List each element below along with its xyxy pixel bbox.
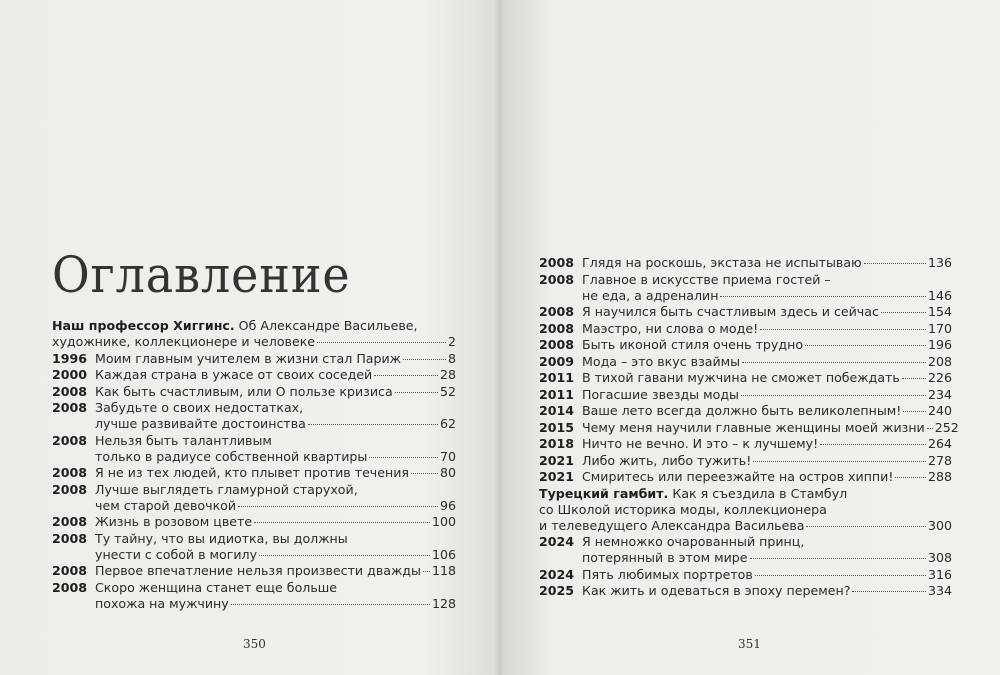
toc-entry-page: 70 — [439, 448, 456, 464]
dot-leader — [927, 428, 933, 429]
toc-entry-title — [582, 567, 952, 583]
toc-entry — [52, 318, 456, 350]
toc-entry-line-words: Скоро женщина станет еще больше — [95, 579, 338, 595]
dot-leader — [902, 378, 926, 379]
toc-entry-line-text — [95, 433, 272, 448]
dot-leader — [238, 506, 438, 507]
toc-entry-line-text — [95, 449, 367, 465]
dot-leader — [750, 558, 926, 559]
dot-leader — [903, 411, 926, 412]
toc-entry-line-text — [95, 351, 401, 367]
toc-entry-line-words: Глядя на роскошь, экстаза не испытываю — [582, 255, 862, 270]
toc-entry-line — [95, 433, 456, 449]
toc-entry-title — [95, 563, 456, 579]
toc-entry-page: 334 — [927, 583, 952, 598]
toc-entry-page: 240 — [927, 403, 952, 418]
toc-entry-title — [95, 465, 456, 481]
toc-entry-year: 2008 — [52, 481, 88, 497]
dot-leader — [806, 526, 925, 527]
toc-entry-title — [582, 436, 952, 452]
toc-entry-line-words: В тихой гавани мужчина не сможет побеждать — [582, 370, 900, 385]
toc-entry — [539, 419, 959, 436]
toc-entry-line-words: Первое впечатление нельзя произвести дважды — [95, 563, 421, 578]
toc-entry-line — [539, 486, 952, 502]
toc-entry-bold-lead: Наш профессор Хиггинс. — [52, 318, 235, 333]
toc-entry-line-words: Ваше лето всегда должно быть великолепным! — [582, 403, 902, 418]
toc-entry-page: 96 — [439, 497, 456, 513]
toc-entry-page: 208 — [927, 353, 952, 369]
toc-entry-title — [582, 272, 952, 304]
toc-entry-line-text — [95, 465, 409, 481]
toc-entry-line-text — [95, 514, 252, 530]
toc-entry-year: 2008 — [52, 465, 88, 480]
toc-entry-year: 2008 — [52, 400, 88, 415]
toc-entry — [52, 400, 456, 432]
toc-entry-line-text — [95, 384, 393, 400]
toc-entry-year: 2011 — [539, 370, 575, 385]
toc-entry-line — [582, 453, 952, 469]
toc-entry — [539, 321, 952, 337]
toc-list-left — [52, 318, 456, 612]
toc-entry — [539, 387, 952, 403]
dot-leader — [395, 392, 438, 393]
toc-entry — [52, 465, 456, 481]
page-number-right: 351 — [738, 637, 761, 651]
toc-entry-line — [582, 370, 952, 386]
toc-entry-page: 316 — [927, 566, 952, 582]
toc-entry-year: 2000 — [52, 367, 88, 382]
toc-entry-line-text — [582, 436, 818, 452]
toc-entry-title — [95, 580, 456, 612]
toc-entry-title — [582, 354, 952, 370]
toc-entry-line-text — [539, 486, 847, 501]
toc-entry-page: 146 — [927, 287, 952, 303]
toc-entry — [539, 436, 952, 452]
toc-entry-line-words: Маэстро, ни слова о моде! — [582, 320, 759, 336]
toc-entry-line-words: и телеведущего Александра Васильева — [539, 517, 805, 533]
toc-entry-line-text — [582, 403, 901, 419]
dot-leader — [760, 329, 926, 330]
toc-entry-page: 288 — [927, 469, 952, 484]
dot-leader — [423, 571, 430, 572]
toc-entry-title — [582, 469, 952, 485]
toc-entry — [52, 367, 456, 383]
toc-entry-title — [52, 318, 456, 350]
toc-entry-line-text — [95, 498, 236, 514]
toc-entry-page: 308 — [927, 550, 952, 565]
toc-entry-line-text — [582, 583, 850, 599]
toc-entry-page: 136 — [927, 255, 952, 270]
toc-entry-line-words: только в радиусе собственной квартиры — [95, 448, 368, 464]
toc-entry — [52, 433, 456, 465]
toc-entry-line-words: Мода – это вкус взаймы — [582, 353, 741, 369]
toc-entry-line — [582, 387, 952, 403]
toc-entry-line — [52, 318, 456, 334]
toc-entry-line — [582, 304, 952, 320]
toc-entry — [539, 567, 952, 583]
toc-entry-bold-lead: Турецкий гамбит. — [539, 485, 669, 501]
toc-entry-title — [582, 453, 952, 469]
toc-entry-line-words: Либо жить, либо тужить! — [582, 452, 752, 468]
right-page — [503, 0, 1000, 675]
dot-leader — [820, 444, 926, 445]
toc-entry-page: 80 — [439, 465, 456, 480]
toc-entry-line-words: Как быть счастливым, или О пользе кризиса — [95, 383, 393, 399]
toc-entry — [539, 534, 952, 566]
toc-entry-line — [582, 272, 952, 288]
toc-entry-title — [582, 403, 952, 419]
dot-leader — [852, 591, 926, 592]
toc-entry-line — [582, 255, 952, 271]
toc-entry — [52, 482, 456, 514]
toc-entry-title — [95, 384, 456, 400]
toc-entry-title — [582, 255, 952, 271]
toc-entry-line-text — [582, 420, 925, 436]
dot-leader — [403, 359, 446, 360]
toc-entry-page: 264 — [927, 436, 952, 451]
toc-entry-line-text — [582, 567, 753, 583]
dot-leader — [259, 555, 430, 556]
toc-entry-page: 278 — [927, 452, 952, 468]
toc-entry-page: 8 — [447, 350, 456, 366]
toc-entry-page: 128 — [431, 595, 456, 611]
dot-leader — [317, 342, 446, 343]
toc-entry-line-text — [539, 502, 827, 517]
dot-leader — [231, 604, 430, 605]
toc-entry-line-words: Каждая страна в ужасе от своих соседей — [95, 367, 373, 382]
toc-entry-line — [95, 384, 456, 400]
dot-leader — [374, 375, 438, 376]
toc-entry-line — [582, 567, 952, 583]
toc-entry-line — [582, 288, 952, 304]
toc-entry-title — [582, 387, 952, 403]
toc-entry-line-text — [95, 547, 257, 563]
toc-entry-year: 2018 — [539, 436, 575, 451]
toc-entry-page: 2 — [447, 334, 456, 349]
dot-leader — [411, 473, 438, 474]
dot-leader — [755, 575, 926, 576]
toc-entry — [539, 469, 952, 485]
toc-entry-year: 2025 — [539, 583, 575, 598]
toc-entry-line-words: Я немножко очарованный принц, — [582, 534, 805, 549]
toc-entry-line-text — [52, 334, 315, 350]
dot-leader — [805, 345, 926, 346]
toc-entry-year: 2024 — [539, 566, 575, 582]
toc-entry-line-text — [95, 596, 229, 612]
toc-entry-line-text — [582, 304, 879, 320]
toc-entry — [539, 403, 952, 419]
toc-entry-line — [95, 465, 456, 481]
toc-entry-line-words: со Школой историка моды, коллекционера — [539, 501, 827, 517]
toc-entry — [539, 453, 952, 469]
toc-entry-line-words: Как жить и одеваться в эпоху перемен? — [582, 583, 851, 598]
toc-entry-line — [582, 534, 952, 550]
toc-entry-line — [95, 400, 456, 416]
toc-entry-year: 2021 — [539, 452, 575, 468]
dot-leader — [741, 395, 926, 396]
toc-entry-line-text — [582, 550, 748, 566]
toc-entry-line — [95, 563, 456, 579]
dot-leader — [308, 424, 438, 425]
toc-entry-line-words: не еда, а адреналин — [582, 287, 719, 303]
toc-entry-line-text — [582, 337, 803, 353]
toc-entry-line — [52, 334, 456, 350]
toc-entry-line-words: Ту тайну, что вы идиотка, вы должны — [95, 530, 348, 546]
toc-entry-year: 2008 — [539, 255, 575, 270]
toc-entry-line — [582, 583, 952, 599]
toc-entry-line — [95, 547, 456, 563]
toc-entry-year: 2008 — [539, 337, 575, 352]
toc-entry-line-text — [582, 272, 831, 287]
toc-entry-line-text — [95, 482, 358, 497]
toc-entry-line-words: Об Александре Васильеве, — [238, 318, 418, 333]
toc-entry-page: 52 — [439, 383, 456, 399]
toc-entry-year: 2008 — [52, 383, 88, 399]
dot-leader — [720, 296, 925, 297]
toc-entry-line — [582, 403, 952, 419]
toc-entry-title — [582, 370, 952, 386]
toc-entry-line-text — [52, 318, 418, 333]
toc-entry — [539, 486, 952, 534]
toc-entry-title — [582, 321, 952, 337]
toc-entry-line-words: чем старой девочкой — [95, 497, 237, 513]
toc-entry-line-text — [582, 370, 900, 386]
toc-entry-line — [582, 469, 952, 485]
toc-entry-year: 2008 — [539, 271, 575, 287]
page-number-left: 350 — [243, 637, 266, 651]
toc-entry-title — [95, 351, 456, 367]
toc-entry-line — [95, 580, 456, 596]
toc-entry-line-text — [95, 563, 421, 579]
toc-entry-line — [582, 550, 952, 566]
toc-entry-line-words: Я научился быть счастливым здесь и сейчас — [582, 304, 879, 319]
toc-entry-page: 226 — [927, 370, 952, 385]
toc-entry-line-words: Погасшие звезды моды — [582, 386, 739, 402]
toc-entry-line-words: Смиритесь или переезжайте на остров хиппи! — [582, 469, 894, 484]
toc-entry-title — [95, 433, 456, 465]
toc-entry-line — [95, 498, 456, 514]
toc-entry-line-words: Я не из тех людей, кто плывет против течения — [95, 465, 409, 480]
toc-entry — [539, 583, 952, 599]
toc-entry-year: 2008 — [539, 304, 575, 319]
toc-entry-page: 154 — [927, 304, 952, 319]
toc-entry-year: 2011 — [539, 386, 575, 402]
toc-entry-line-words: унести с собой в могилу — [95, 546, 258, 562]
toc-entry-page: 234 — [927, 386, 952, 402]
toc-entry-title — [95, 514, 456, 530]
toc-entry-line — [539, 502, 952, 518]
toc-entry-year: 1996 — [52, 350, 88, 366]
toc-entry-page: 252 — [934, 419, 959, 435]
toc-entry-page: 196 — [927, 337, 952, 352]
toc-entry-line-words: лучше развивайте достоинства — [95, 416, 306, 431]
dot-leader — [895, 477, 926, 478]
toc-entry-line-text — [95, 416, 306, 432]
toc-entry-line-words: художнике, коллекционере и человеке — [52, 334, 316, 349]
toc-entry-line-text — [539, 518, 804, 534]
toc-entry-line — [582, 436, 952, 452]
toc-entry-title — [539, 486, 952, 534]
toc-entry-line-words: Забудьте о своих недостатках, — [95, 400, 304, 415]
toc-entry-year: 2008 — [52, 530, 88, 546]
toc-entry-line-text — [95, 400, 303, 415]
toc-entry-page: 106 — [431, 546, 456, 562]
dot-leader — [753, 461, 926, 462]
toc-entry-line — [95, 531, 456, 547]
toc-entry — [52, 384, 456, 400]
toc-title: Оглавление — [52, 246, 351, 304]
dot-leader — [254, 522, 430, 523]
toc-entry-line-text — [95, 580, 337, 595]
toc-entry-title — [582, 337, 952, 353]
toc-entry-year: 2008 — [52, 432, 88, 448]
toc-entry-page: 28 — [439, 367, 456, 382]
toc-entry-line-words: Лучше выглядеть гламурной старухой, — [95, 481, 358, 497]
toc-entry-line-text — [582, 387, 739, 403]
toc-entry — [52, 351, 456, 367]
toc-entry-title — [95, 482, 456, 514]
toc-entry-line-words: Главное в искусстве приема гостей – — [582, 271, 831, 287]
toc-entry-year: 2008 — [539, 320, 575, 336]
toc-entry-line-words: Чему меня научили главные женщины моей жизни — [582, 419, 925, 435]
toc-entry-line-words: Пять любимых портретов — [582, 566, 753, 582]
toc-entry-year: 2008 — [52, 514, 88, 529]
toc-entry-year: 2009 — [539, 353, 575, 369]
toc-entry — [539, 370, 952, 386]
toc-list-right — [539, 255, 959, 600]
toc-entry-year: 2014 — [539, 403, 575, 418]
toc-entry-line — [95, 351, 456, 367]
toc-entry-line — [95, 416, 456, 432]
toc-entry-title — [582, 420, 959, 436]
toc-entry-line-text — [95, 531, 348, 546]
toc-entry-year: 2015 — [539, 419, 575, 435]
toc-entry-line — [582, 354, 952, 370]
toc-entry-line — [582, 321, 952, 337]
toc-entry-page: 118 — [431, 563, 456, 578]
toc-entry-line-text — [582, 453, 751, 469]
toc-entry — [539, 354, 952, 370]
toc-entry-title — [95, 367, 456, 383]
toc-entry-line-words: Быть иконой стиля очень трудно — [582, 337, 804, 352]
dot-leader — [881, 312, 926, 313]
toc-entry-year: 2021 — [539, 469, 575, 484]
toc-entry-page: 100 — [431, 514, 456, 529]
toc-entry — [52, 514, 456, 530]
toc-entry-line-words: потерянный в этом мире — [582, 550, 748, 565]
toc-entry-line-words: Моим главным учителем в жизни стал Париж — [95, 350, 402, 366]
toc-entry-line-text — [582, 321, 758, 337]
toc-entry-line — [95, 367, 456, 383]
dot-leader — [864, 263, 926, 264]
toc-entry-line — [539, 518, 952, 534]
toc-entry-line — [582, 420, 959, 436]
toc-entry-line — [95, 482, 456, 498]
toc-entry-line-words: Жизнь в розовом цвете — [95, 514, 253, 529]
toc-entry-line-text — [95, 367, 372, 383]
toc-entry-title — [95, 400, 456, 432]
toc-entry-line-text — [582, 255, 862, 271]
toc-entry-line-text — [582, 534, 804, 549]
toc-entry-line — [582, 337, 952, 353]
toc-entry — [52, 531, 456, 563]
toc-entry-page: 300 — [927, 517, 952, 533]
toc-entry-page: 62 — [439, 416, 456, 431]
toc-entry-title — [582, 534, 952, 566]
toc-entry-line — [95, 514, 456, 530]
toc-entry — [539, 337, 952, 353]
toc-entry-page: 170 — [927, 320, 952, 336]
toc-entry-year: 2008 — [52, 579, 88, 595]
toc-entry — [52, 580, 456, 612]
toc-entry-line-words: Нельзя быть талантливым — [95, 432, 272, 448]
toc-entry-title — [582, 583, 952, 599]
dot-leader — [369, 457, 438, 458]
toc-entry-title — [95, 531, 456, 563]
toc-entry — [52, 563, 456, 579]
toc-entry-line-words: похожа на мужчину — [95, 595, 229, 611]
toc-entry-line-words: Как я съездила в Стамбул — [672, 485, 848, 501]
dot-leader — [742, 362, 926, 363]
toc-entry — [539, 255, 952, 271]
toc-entry — [539, 272, 952, 304]
toc-entry-year: 2024 — [539, 534, 575, 549]
toc-entry-line-text — [582, 469, 893, 485]
toc-entry-line-text — [582, 354, 740, 370]
toc-entry-line-words: Ничто не вечно. И это – к лучшему! — [582, 436, 819, 451]
toc-entry-line — [95, 596, 456, 612]
toc-entry-year: 2008 — [52, 563, 88, 578]
toc-entry-title — [582, 304, 952, 320]
toc-entry-line — [95, 449, 456, 465]
toc-entry — [539, 304, 952, 320]
toc-entry-line-text — [582, 288, 718, 304]
